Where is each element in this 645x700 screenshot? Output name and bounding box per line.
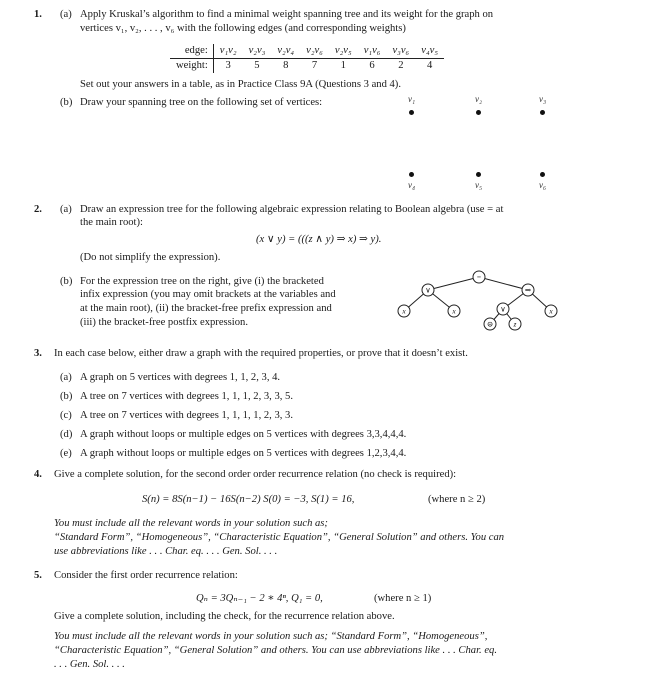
tree-label-leaf: z: [513, 319, 517, 329]
vertex-label-v6: v₆: [539, 180, 547, 190]
weight-cell: 6: [369, 60, 375, 71]
edge-row: [170, 44, 444, 59]
weight-cell: 2: [398, 60, 404, 71]
vertex-label-v2: v₂: [475, 94, 483, 104]
weight-cell: 5: [254, 60, 260, 71]
q5-note-line: “Characteristic Equation”, “General Solution” and others. You can use abbreviations like . . . Char. eq.: [54, 645, 497, 656]
q2a-label: (a): [60, 204, 72, 215]
q1a-text-line2: vertices v₁, v₂, . . . , v₆ with the following edges (and corresponding weights): [80, 23, 406, 34]
q5-where-clause: (where n ≥ 1): [374, 593, 432, 604]
q4-note-line: “Standard Form”, “Homogeneous”, “Characteristic Equation”, “General Solution” and others. You can: [54, 532, 505, 543]
vertex-dot-v6: [540, 172, 545, 177]
q2a-note: (Do not simplify the expression).: [80, 252, 221, 263]
weight-cell: 4: [426, 60, 433, 71]
weight-row: [170, 59, 444, 74]
q4-where-clause: (where n ≥ 2): [428, 494, 486, 505]
vertex-label-v5: v₅: [475, 180, 483, 190]
q2-number: 2.: [34, 204, 42, 215]
q3-item-text: A tree on 7 vertices with degrees 1, 1, 1, 1, 2, 3, 3.: [80, 410, 294, 421]
edge-weight-table: [170, 44, 444, 73]
q2b-line: (iii) the bracket-free postfix expression.: [80, 317, 248, 328]
edge-header: edge:: [170, 44, 213, 59]
weight-cell: 3: [225, 60, 231, 71]
tree-label-left-op: ∨: [425, 285, 431, 295]
edge-cell: v₂v₅: [329, 44, 358, 59]
vertex-label-v3: v₃: [539, 94, 547, 104]
edge-cell: v₁v₆: [358, 44, 387, 59]
vertex-label-v1: v₁: [408, 94, 416, 104]
tree-label-leaf: ⊝: [486, 319, 494, 329]
edge-cell: v₂v₃: [243, 44, 272, 59]
q2b-line: For the expression tree on the right, give (i) the bracketed: [80, 276, 324, 287]
q5-note-line: You must include all the relevant words in your solution such as; “Standard Form”, “Homogeneous”,: [54, 631, 488, 642]
tree-label-leaf: x: [549, 306, 553, 316]
edge-cell: v₂v₄: [271, 44, 300, 59]
weight-cell: 7: [311, 60, 318, 71]
q3-item-text: A tree on 7 vertices with degrees 1, 1, 1, 2, 3, 3, 5.: [80, 391, 294, 402]
vertex-dot-v1: [409, 110, 414, 115]
q4-number: 4.: [34, 469, 42, 480]
vertex-dot-v5: [476, 172, 481, 177]
q2a-line1: Draw an expression tree for the following algebraic expression relating to Boolean algebra (use = at: [80, 204, 504, 215]
q5-recurrence-formula: Qₙ = 3Qₙ₋₁ − 2 ∗ 4ⁿ, Q₁ = 0,: [196, 593, 323, 604]
q4-note-line: use abbreviations like . . . Char. eq. . . . Gen. Sol. . . .: [54, 546, 278, 557]
q4-recurrence-formula: S(n) = 8S(n−1) − 16S(n−2) S(0) = −3, S(1) = 16,: [142, 494, 355, 505]
q3-item-label: (e): [60, 448, 72, 459]
vertex-dot-v3: [540, 110, 545, 115]
q1b-text: Draw your spanning tree on the following set of vertices:: [80, 97, 323, 108]
q3-item-text: A graph without loops or multiple edges on 5 vertices with degrees 3,3,4,4,4.: [80, 429, 407, 440]
q3-item-text: A graph on 5 vertices with degrees 1, 1, 2, 3, 4.: [80, 372, 281, 383]
q3-item-text: A graph without loops or multiple edges on 5 vertices with degrees 1,2,3,4,4.: [80, 448, 407, 459]
tree-label-leaf: x: [402, 306, 406, 316]
q3-item-label: (b): [60, 391, 73, 402]
edge-cell: v₂v₆: [300, 44, 329, 59]
weight-cell: 1: [340, 60, 346, 71]
vertex-dot-v2: [476, 110, 481, 115]
q2b-line: infix expression (you may omit brackets at the variables and: [80, 289, 336, 300]
q1b-label: (b): [60, 97, 73, 108]
q1-setout-instruction: Set out your answers in a table, as in Practice Class 9A (Questions 3 and 4).: [80, 79, 401, 90]
q2a-line2: the main root):: [80, 217, 143, 228]
edge-cell: v₃v₆: [386, 44, 415, 59]
q2b-line: at the main root), (ii) the bracket-free prefix expression and: [80, 303, 332, 314]
q3-number: 3.: [34, 348, 42, 359]
q3-item-label: (c): [60, 410, 72, 421]
q1a-label: (a): [60, 9, 72, 20]
q4-intro: Give a complete solution, for the second order order recurrence relation (no check is required):: [54, 469, 457, 480]
q2b-label: (b): [60, 276, 73, 287]
boolean-expression: (x ∨ y) = (((z ∧ y) ⇒ x) ⇒ y).: [256, 234, 382, 245]
tree-label-right-sub: ∨: [500, 304, 506, 314]
q5-intro: Consider the first order recurrence relation:: [54, 570, 238, 581]
q3-item-label: (d): [60, 429, 73, 440]
tree-label-leaf: x: [452, 306, 456, 316]
q5-line2: Give a complete solution, including the check, for the recurrence relation above.: [54, 611, 395, 622]
q1-number: 1.: [34, 9, 42, 20]
expression-tree: [390, 260, 570, 336]
vertex-dot-v4: [409, 172, 414, 177]
edge-cell: v₄v₅: [415, 44, 444, 59]
tree-label-right-op: ⇒: [524, 285, 532, 295]
q5-number: 5.: [34, 570, 42, 581]
q1a-text-line1: Apply Kruskal’s algorithm to find a minimal weight spanning tree and its weight for the graph on: [80, 9, 494, 20]
tree-label-root: =: [476, 272, 482, 282]
q4-note-line: You must include all the relevant words in your solution such as;: [54, 518, 328, 529]
weight-header: weight:: [170, 59, 213, 74]
q3-item-label: (a): [60, 372, 72, 383]
q5-note-line: . . . Gen. Sol. . . .: [54, 659, 125, 670]
weight-cell: 8: [283, 60, 289, 71]
edge-cell: v₁v₂: [213, 44, 242, 59]
vertex-label-v4: v₄: [408, 180, 416, 190]
q3-intro: In each case below, either draw a graph with the required properties, or prove that it doesn’t exist.: [54, 348, 468, 359]
